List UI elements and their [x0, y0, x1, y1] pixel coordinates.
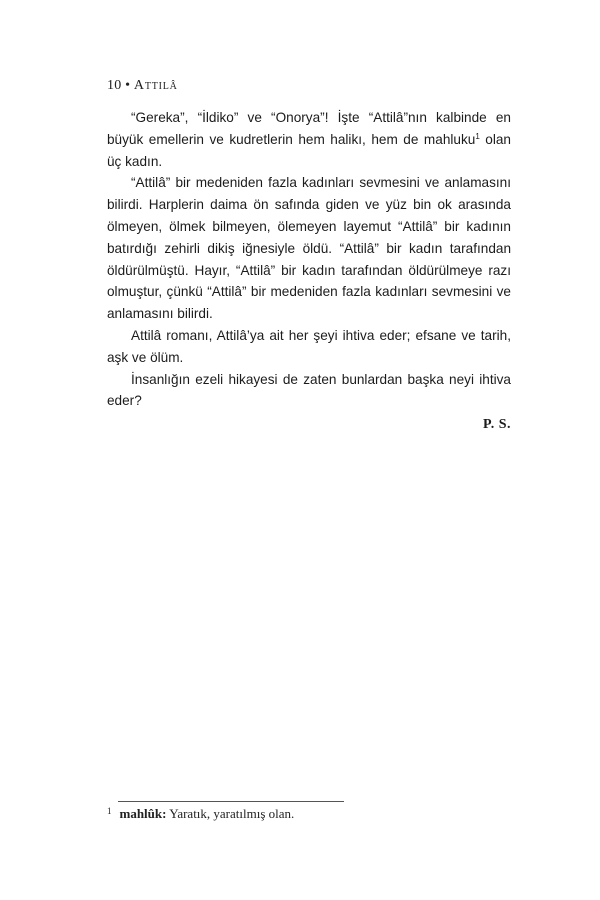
page-number: 10	[107, 78, 122, 93]
footnote-definition: Yaratık, yaratılmış olan.	[166, 806, 295, 821]
paragraph-1-tail: olan üç kadın.	[107, 131, 511, 169]
paragraph-1-text: “Gereka”, “İldiko” ve “Onorya”! İşte “Attilâ”nın kalbinde en büyük emellerin ve kudretlerin hem halikı, hem de mahluku	[107, 110, 511, 147]
running-header	[107, 78, 178, 94]
paragraph-1	[107, 107, 511, 172]
paragraph-3: Attilâ romanı, Attilâ’ya ait her şeyi ihtiva eder; efsane ve tarih, aşk ve ölüm.	[107, 327, 511, 365]
header-separator: •	[125, 78, 131, 93]
paragraph-4: İnsanlığın ezeli hikayesi de zaten bunlardan başka neyi ihtiva eder?	[107, 371, 511, 409]
body-text	[107, 107, 511, 436]
footnote-divider	[118, 801, 344, 802]
footnote	[107, 806, 294, 822]
paragraph-2: “Attilâ” bir medeniden fazla kadınları sevmesini ve anlamasını bilirdi. Harplerin daima ön safında giden ve yüz bin ok arasında ölmeyen, ölmek bilmeyen, ölemeyen layemut “Attilâ” bir kadının batırdığı zehirli dikiş iğnesiyle öldü. “Attilâ” bir kadın tarafından öldürülmüştü. Hayır, “Attilâ” bir kadın tarafından öldürülmeye razı olmuştur, çünkü “Attilâ” bir medeniden fazla kadınları sevmesini ve anlamasını bilirdi.	[107, 175, 511, 322]
book-title: Attilâ	[133, 78, 178, 93]
footnote-reference: 1	[475, 131, 480, 141]
signature: P. S.	[482, 417, 511, 433]
footnote-number: 1	[107, 806, 112, 816]
footnote-term: mahlûk:	[119, 806, 167, 821]
